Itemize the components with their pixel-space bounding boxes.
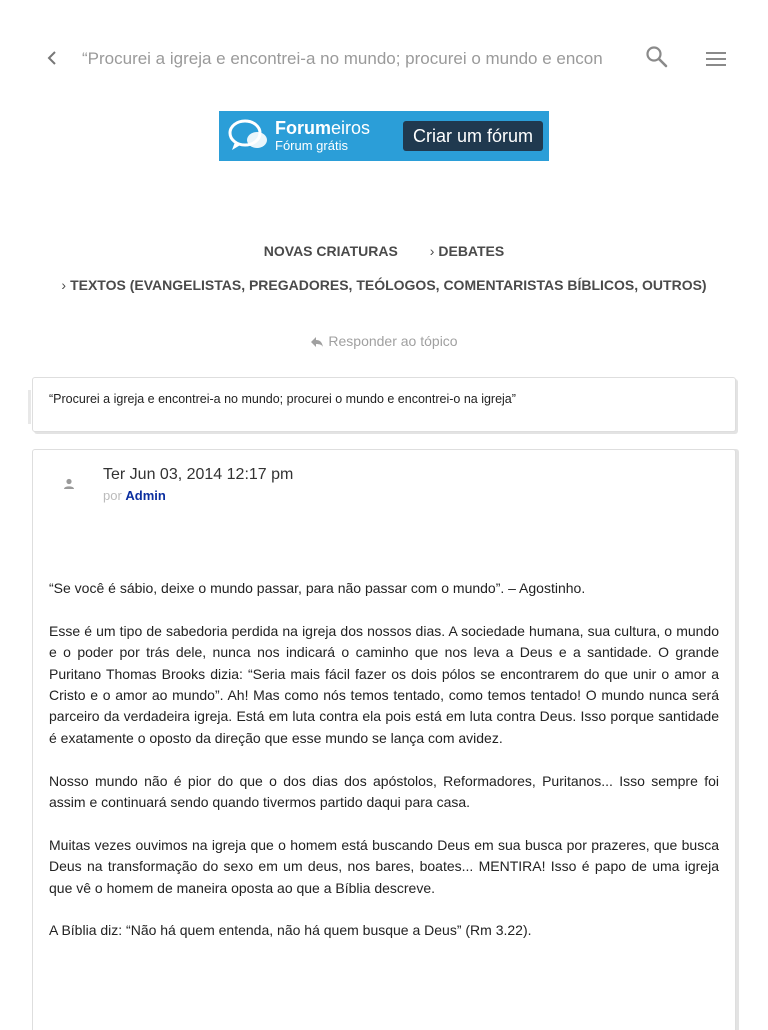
topic-title: “Procurei a igreja e encontrei-a no mundo; procurei o mundo e encontrei-o na igreja” — [49, 392, 516, 406]
user-avatar-icon — [61, 476, 77, 492]
post-paragraph: Esse é um tipo de sabedoria perdida na igreja dos nossos dias. A sociedade humana, sua cultura, o mundo e o poder por trás dele, nunca nos indicará o caminho que nos leva a Deus e a santidade. O grande Puritano Thomas Brooks dizia: “Seria mais fácil fazer os dois pólos se encontrarem do que unir o amor a Cristo e o amor ao mundo”. Ah! Mas como nós temos tentado, como temos tentado! O mundo nunca será parceiro da verdadeira igreja. Está em luta contra ela pois está em luta contra Deus. Isso porque santidade é exatamente o oposto da direção que esse mundo se lança com avidez. — [49, 622, 719, 746]
reply-topic-link[interactable]: Responder ao tópico — [0, 330, 768, 352]
author-link[interactable]: Admin — [125, 488, 166, 503]
hamburger-menu-icon — [703, 46, 729, 72]
page-title: “Procurei a igreja e encontrei-a no mundo; procurei o mundo e encon — [82, 49, 603, 68]
topic-title-card — [32, 377, 736, 432]
banner-brand: Forumeiros — [275, 118, 371, 138]
breadcrumb-textos[interactable]: › TEXTOS (EVANGELISTAS, PREGADORES, TEÓLOGOS, COMENTARISTAS BÍBLICOS, OUTROS) — [61, 277, 707, 293]
post-body — [49, 578, 719, 963]
back-button[interactable] — [40, 46, 64, 70]
post-card — [32, 449, 736, 1030]
banner-subtitle: Fórum grátis — [275, 138, 348, 153]
forumeiros-banner[interactable] — [219, 111, 549, 161]
search-button[interactable] — [644, 44, 670, 70]
breadcrumb — [0, 240, 768, 296]
chevron-right-icon: › — [61, 277, 67, 293]
top-bar — [0, 0, 768, 116]
chevron-left-icon — [46, 50, 58, 66]
chevron-right-icon: › — [429, 243, 435, 259]
breadcrumb-novas-criaturas[interactable]: NOVAS CRIATURAS — [263, 243, 398, 259]
breadcrumb-debates[interactable]: › DEBATES — [429, 243, 505, 259]
post-date: Ter Jun 03, 2014 12:17 pm — [103, 466, 294, 483]
reply-icon — [310, 336, 324, 348]
menu-button[interactable] — [703, 46, 729, 72]
search-icon — [644, 44, 670, 70]
post-paragraph: “Se você é sábio, deixe o mundo passar, para não passar com o mundo”. – Agostinho. — [49, 580, 586, 596]
post-author — [103, 487, 166, 505]
card-edge — [28, 390, 31, 424]
by-label: por — [103, 488, 122, 503]
post-paragraph: A Bíblia diz: “Não há quem entenda, não há quem busque a Deus” (Rm 3.22). — [49, 922, 532, 939]
banner-text — [275, 118, 370, 154]
create-forum-button[interactable]: Criar um fórum — [403, 121, 543, 151]
chat-bubbles-icon — [227, 116, 271, 156]
post-paragraph: Nosso mundo não é pior do que o dos dias dos apóstolos, Reformadores, Puritanos... Isso sempre foi assim e continuará sendo quando tivermos partido daqui para casa. — [49, 772, 719, 811]
post-paragraph: Muitas vezes ouvimos na igreja que o homem está buscando Deus em sua busca por prazeres, que busca Deus na transformação do sexo em um deus, nos bares, boates... MENTIRA! Isso é papo de uma igreja que vê o homem de maneira oposta ao que a Bíblia descreve. — [49, 836, 719, 896]
